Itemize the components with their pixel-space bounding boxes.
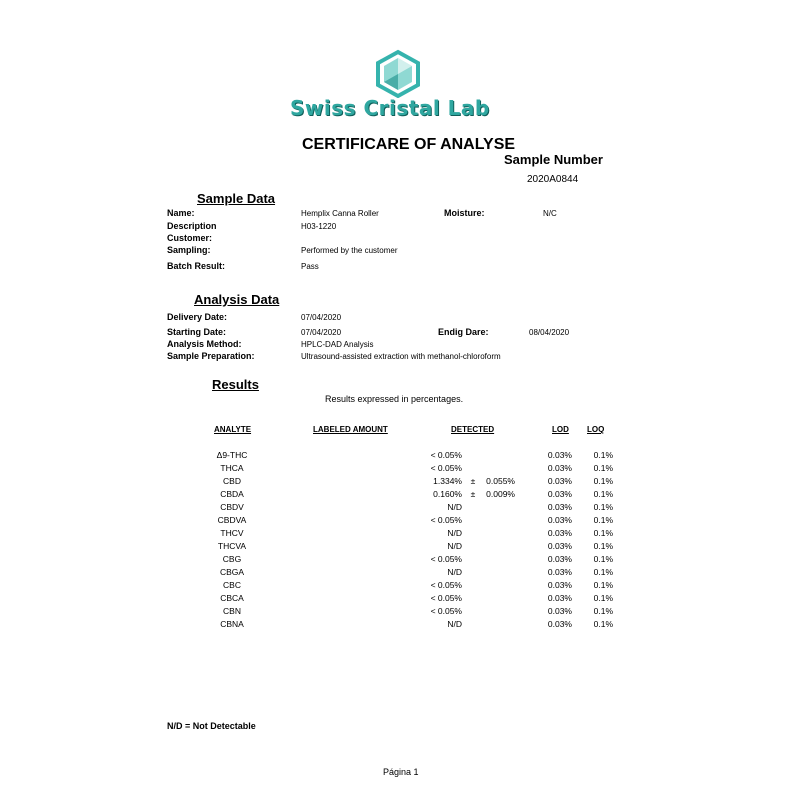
- analysis-method-label: Analysis Method:: [167, 339, 242, 349]
- row-detected: N/D: [447, 528, 462, 538]
- row-analyte: CBDVA: [217, 515, 247, 525]
- results-note: Results expressed in percentages.: [325, 394, 464, 404]
- row-loq: 0.1%: [593, 450, 613, 460]
- row-detected: < 0.05%: [430, 450, 462, 460]
- row-detected: < 0.05%: [430, 593, 462, 603]
- row-detected: N/D: [447, 619, 462, 629]
- row-lod: 0.03%: [547, 528, 572, 538]
- row-lod: 0.03%: [547, 463, 572, 473]
- row-analyte: CBC: [223, 580, 241, 590]
- description-label: Description: [167, 221, 217, 231]
- row-lod: 0.03%: [547, 476, 572, 486]
- moisture-label: Moisture:: [444, 208, 485, 218]
- row-loq: 0.1%: [593, 619, 613, 629]
- hexagon-crystal-icon: [280, 48, 520, 98]
- row-analyte: CBD: [223, 476, 241, 486]
- row-detected: N/D: [447, 541, 462, 551]
- name-label: Name:: [167, 208, 195, 218]
- analysis-method-value: HPLC-DAD Analysis: [301, 340, 374, 349]
- row-plus-minus: ±: [470, 489, 476, 499]
- delivery-date-label: Delivery Date:: [167, 312, 228, 322]
- row-loq: 0.1%: [593, 463, 613, 473]
- row-analyte: THCA: [220, 463, 244, 473]
- sample-data-heading: Sample Data: [197, 191, 276, 206]
- starting-date-value: 07/04/2020: [301, 328, 342, 337]
- row-analyte: THCV: [220, 528, 244, 538]
- row-lod: 0.03%: [547, 502, 572, 512]
- row-lod: 0.03%: [547, 567, 572, 577]
- row-analyte: CBDA: [220, 489, 244, 499]
- sampling-label: Sampling:: [167, 245, 211, 255]
- row-analyte: Δ9-THC: [216, 450, 248, 460]
- analyte-header: ANALYTE: [214, 425, 252, 434]
- row-lod: 0.03%: [547, 593, 572, 603]
- sample-preparation-label: Sample Preparation:: [167, 351, 255, 361]
- row-analyte: CBDV: [220, 502, 244, 512]
- ending-date-label: Endig Dare:: [438, 327, 489, 337]
- row-loq: 0.1%: [593, 476, 613, 486]
- row-loq: 0.1%: [593, 502, 613, 512]
- row-detected: < 0.05%: [430, 606, 462, 616]
- row-loq: 0.1%: [593, 606, 613, 616]
- row-analyte: THCVA: [217, 541, 247, 551]
- row-loq: 0.1%: [593, 567, 613, 577]
- row-lod: 0.03%: [547, 619, 572, 629]
- name-value: Hemplix Canna Roller: [301, 209, 379, 218]
- row-lod: 0.03%: [547, 450, 572, 460]
- row-detected: < 0.05%: [430, 463, 462, 473]
- row-detected: N/D: [447, 502, 462, 512]
- sample-number-value: 2020A0844: [527, 174, 579, 185]
- delivery-date-value: 07/04/2020: [301, 313, 342, 322]
- row-lod: 0.03%: [547, 541, 572, 551]
- row-uncertainty: 0.055%: [486, 476, 515, 486]
- batch-result-value: Pass: [301, 262, 319, 271]
- row-detected: < 0.05%: [430, 515, 462, 525]
- row-analyte: CBCA: [220, 593, 244, 603]
- row-lod: 0.03%: [547, 580, 572, 590]
- row-loq: 0.1%: [593, 593, 613, 603]
- detected-header: DETECTED: [451, 425, 495, 434]
- row-lod: 0.03%: [547, 515, 572, 525]
- row-analyte: CBNA: [220, 619, 244, 629]
- row-detected: 0.160%: [433, 489, 462, 499]
- row-lod: 0.03%: [547, 554, 572, 564]
- row-analyte: CBGA: [219, 567, 245, 577]
- row-loq: 0.1%: [593, 528, 613, 538]
- sample-preparation-value: Ultrasound-assisted extraction with methanol-chloroform: [301, 352, 501, 361]
- analysis-data-heading: Analysis Data: [194, 292, 280, 307]
- row-lod: 0.03%: [547, 606, 572, 616]
- moisture-value: N/C: [543, 209, 557, 218]
- starting-date-label: Starting Date:: [167, 327, 227, 337]
- row-loq: 0.1%: [593, 489, 613, 499]
- row-loq: 0.1%: [593, 515, 613, 525]
- row-analyte: CBN: [223, 606, 241, 616]
- sample-number-label: Sample Number: [504, 152, 603, 167]
- sampling-value: Performed by the customer: [301, 246, 398, 255]
- description-value: H03-1220: [301, 222, 337, 231]
- batch-result-label: Batch Result:: [167, 261, 226, 271]
- results-heading: Results: [212, 377, 259, 392]
- labeled-amount-header: LABELED AMOUNT: [313, 425, 388, 434]
- ending-date-value: 08/04/2020: [529, 328, 570, 337]
- row-detected: 1.334%: [433, 476, 462, 486]
- row-detected: < 0.05%: [430, 580, 462, 590]
- logo-text: Swiss Cristal Lab: [290, 96, 490, 120]
- row-loq: 0.1%: [593, 580, 613, 590]
- page-number: Página 1: [383, 767, 419, 777]
- row-detected: N/D: [447, 567, 462, 577]
- row-loq: 0.1%: [593, 541, 613, 551]
- customer-label: Customer:: [167, 233, 213, 243]
- document-title: CERTIFICARE OF ANALYSE: [302, 136, 516, 153]
- lod-header: LOD: [552, 425, 569, 434]
- row-detected: < 0.05%: [430, 554, 462, 564]
- row-analyte: CBG: [222, 554, 242, 564]
- row-uncertainty: 0.009%: [486, 489, 515, 499]
- not-detectable-note: N/D = Not Detectable: [167, 721, 256, 731]
- row-lod: 0.03%: [547, 489, 572, 499]
- row-plus-minus: ±: [470, 476, 476, 486]
- row-loq: 0.1%: [593, 554, 613, 564]
- loq-header: LOQ: [587, 425, 605, 434]
